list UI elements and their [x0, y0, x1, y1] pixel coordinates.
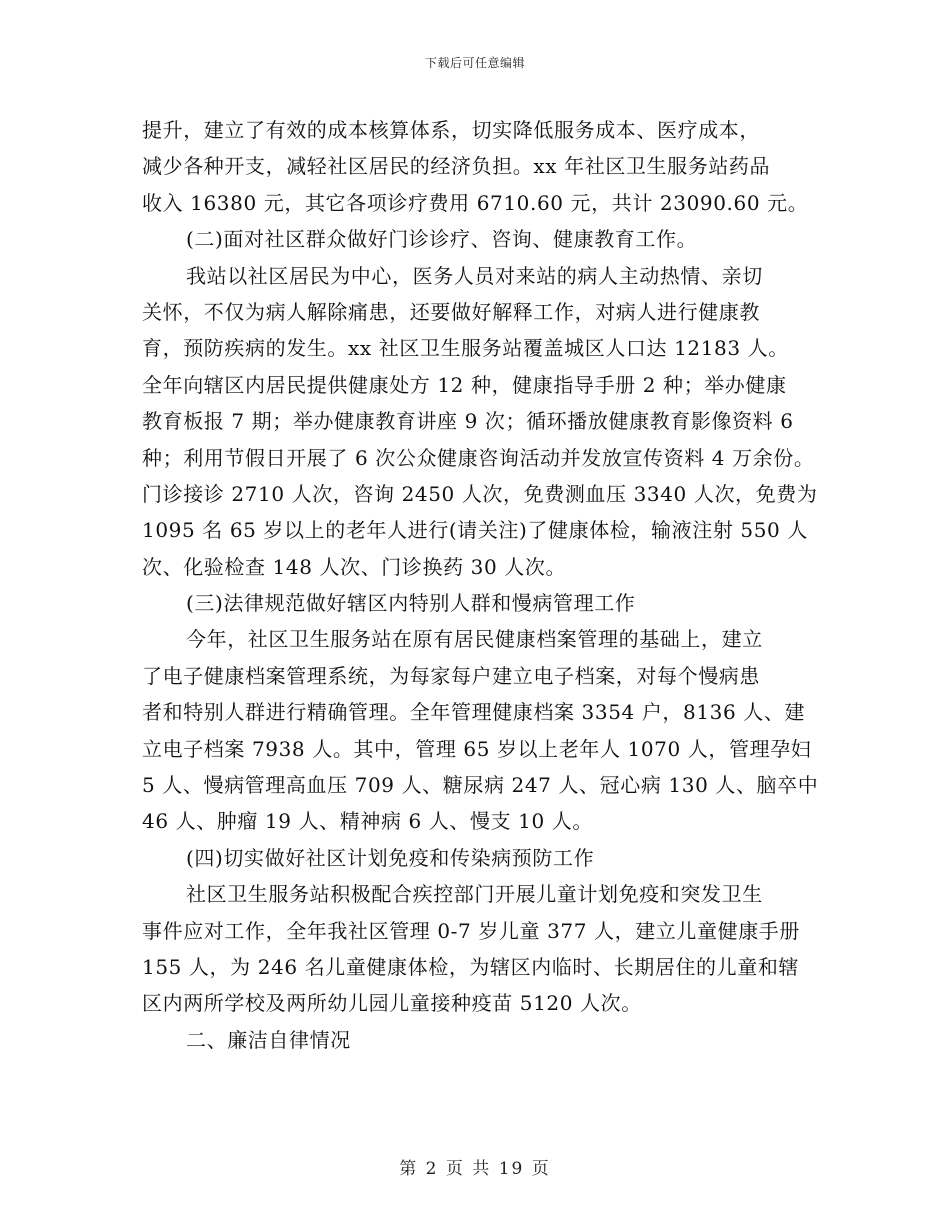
paragraph-line: 了电子健康档案管理系统，为每家每户建立电子档案，对每个慢病患 [142, 663, 760, 688]
paragraph-line: 事件应对工作，全年我社区管理 0-7 岁儿童 377 人，建立儿童健康手册 [142, 918, 801, 943]
paragraph-line: 全年向辖区内居民提供健康处方 12 种，健康指导手册 2 种；举办健康 [142, 372, 787, 397]
document-body [142, 112, 842, 1058]
section-heading: (四)切实做好社区计划免疫和传染病预防工作 [186, 845, 595, 870]
paragraph-line: 者和特别人群进行精确管理。全年管理健康档案 3354 户，8136 人、建 [142, 700, 806, 725]
paragraph-line: 种；利用节假日开展了 6 次公众健康咨询活动并发放宣传资料 4 万余份。 [142, 445, 815, 470]
paragraph-line: 区内两所学校及两所幼儿园儿童接种疫苗 5120 人次。 [142, 991, 642, 1016]
paragraph-line: 我站以社区居民为中心，医务人员对来站的病人主动热情、亲切 [186, 263, 763, 288]
paragraph-line: 收入 16380 元，其它各项诊疗费用 6710.60 元，共计 23090.60 元。 [142, 190, 809, 215]
paragraph-line: 减少各种开支，减轻社区居民的经济负担。xx 年社区卫生服务站药品 [142, 154, 771, 179]
paragraph-line: 立电子档案 7938 人。其中，管理 65 岁以上老年人 1070 人，管理孕妇 [142, 736, 812, 761]
paragraph-line: 155 人，为 246 名儿童健康体检，为辖区内临时、长期居住的儿童和辖 [142, 954, 800, 979]
page-number: 第 2 页 共 19 页 [399, 1159, 551, 1179]
paragraph-line: 5 人、慢病管理高血压 709 人、糖尿病 247 人、冠心病 130 人、脑卒中 [142, 773, 819, 798]
section-heading: (三)法律规范做好辖区内特别人群和慢病管理工作 [186, 591, 636, 616]
paragraph-line: 46 人、肿瘤 19 人、精神病 6 人、慢支 10 人。 [142, 809, 593, 834]
section-heading: 二、廉洁自律情况 [186, 1027, 351, 1052]
paragraph-line: 门诊接诊 2710 人次，咨询 2450 人次，免费测血压 3340 人次，免费为 [142, 481, 818, 506]
section-heading: (二)面对社区群众做好门诊诊疗、咨询、健康教育工作。 [186, 227, 698, 252]
paragraph-line: 次、化验检查 148 人次、门诊换药 30 人次。 [142, 554, 567, 579]
paragraph-line: 1095 名 65 岁以上的老年人进行(请关注)了健康体检，输液注射 550 人 [142, 518, 808, 543]
paragraph-line: 教育板报 7 期；举办健康教育讲座 9 次；循环播放健康教育影像资料 6 [142, 409, 794, 434]
paragraph-line: 今年，社区卫生服务站在原有居民健康档案管理的基础上，建立 [186, 627, 763, 652]
paragraph-line: 育，预防疾病的发生。xx 社区卫生服务站覆盖城区人口达 12183 人。 [142, 336, 789, 361]
paragraph-line: 提升，建立了有效的成本核算体系，切实降低服务成本、医疗成本， [142, 118, 760, 142]
page-header: 下载后可任意编辑 [424, 56, 525, 70]
paragraph-line: 社区卫生服务站积极配合疾控部门开展儿童计划免疫和突发卫生 [186, 882, 763, 907]
paragraph-line: 关怀，不仅为病人解除痛患，还要做好解释工作，对病人进行健康教 [142, 299, 760, 324]
